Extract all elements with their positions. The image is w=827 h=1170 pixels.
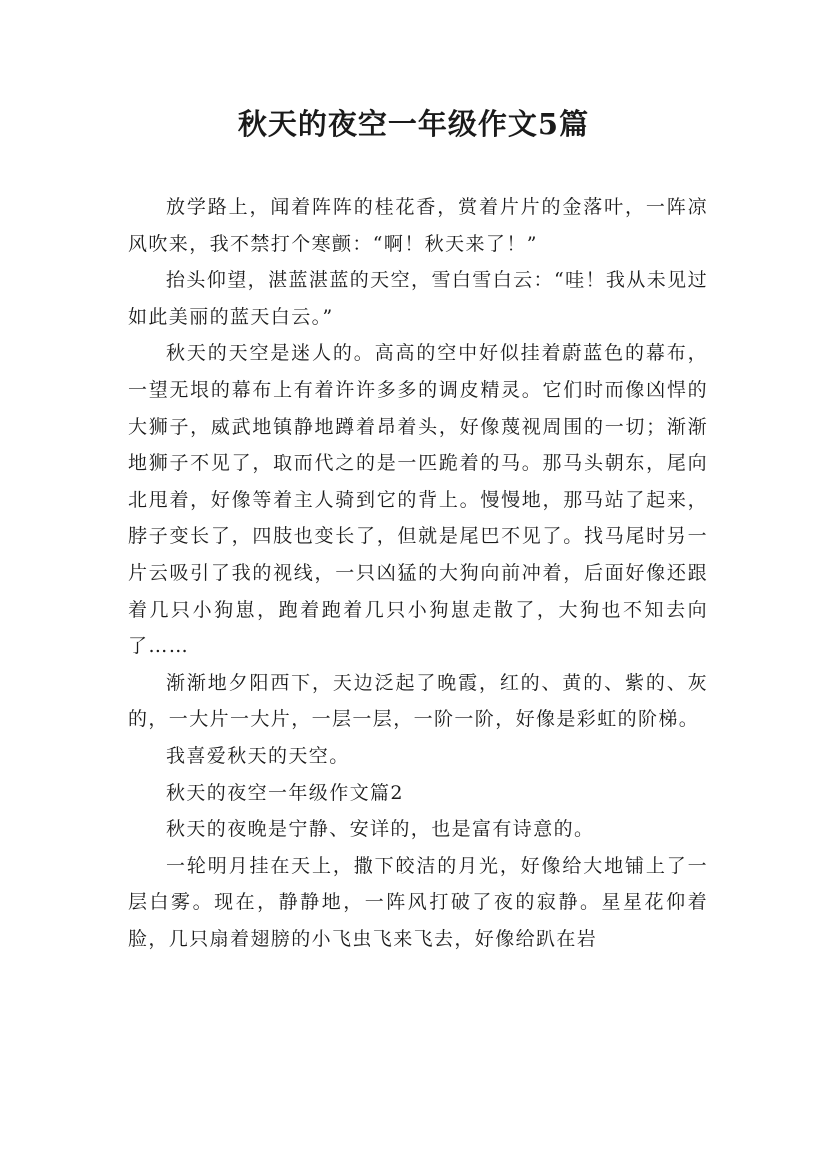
section-heading-2: 秋天的夜空一年级作文篇2 bbox=[166, 781, 404, 804]
paragraph-4: 渐渐地夕阳西下，天边泛起了晚霞，红的、黄的、紫的、灰的，一大片一大片，一层一层，一阶一阶，好像是彩虹的阶梯。 bbox=[128, 671, 708, 731]
paragraph-5: 我喜爱秋天的天空。 bbox=[166, 744, 350, 767]
paragraph-2: 抬头仰望，湛蓝湛蓝的天空，雪白雪白云：“哇！我从未见过如此美丽的蓝天白云。” bbox=[128, 269, 708, 328]
document-body bbox=[128, 189, 708, 957]
paragraph-1: 放学路上，闻着阵阵的桂花香，赏着片片的金落叶，一阵凉风吹来，我不禁打个寒颤：“啊！秋天来了！” bbox=[128, 196, 708, 255]
document-title: 秋天的夜空一年级作文5篇 bbox=[237, 107, 590, 141]
paragraph-6: 秋天的夜晚是宁静、安详的，也是富有诗意的。 bbox=[166, 818, 595, 841]
paragraph-7: 一轮明月挂在天上，撒下皎洁的月光，好像给大地铺上了一层白雾。现在，静静地，一阵风打破了夜的寂静。星星花仰着脸，几只扇着翅膀的小飞虫飞来飞去，好像给趴在岩 bbox=[128, 854, 708, 950]
paragraph-3: 秋天的天空是迷人的。高高的空中好似挂着蔚蓝色的幕布，一望无垠的幕布上有着许许多多的调皮精灵。它们时而像凶悍的大狮子，威武地镇静地蹲着昂着头，好像蔑视周围的一切；渐渐地狮子不见了，取而代之的是一匹跪着的马。那马头朝东，尾向北甩着，好像等着主人骑到它的背上。慢慢地，那马站了起来，脖子变长了，四肢也变长了，但就是尾巴不见了。找马尾时另一片云吸引了我的视线，一只凶猛的大狗向前冲着，后面好像还跟着几只小狗崽，跑着跑着几只小狗崽走散了，大狗也不知去向了…… bbox=[128, 342, 708, 658]
